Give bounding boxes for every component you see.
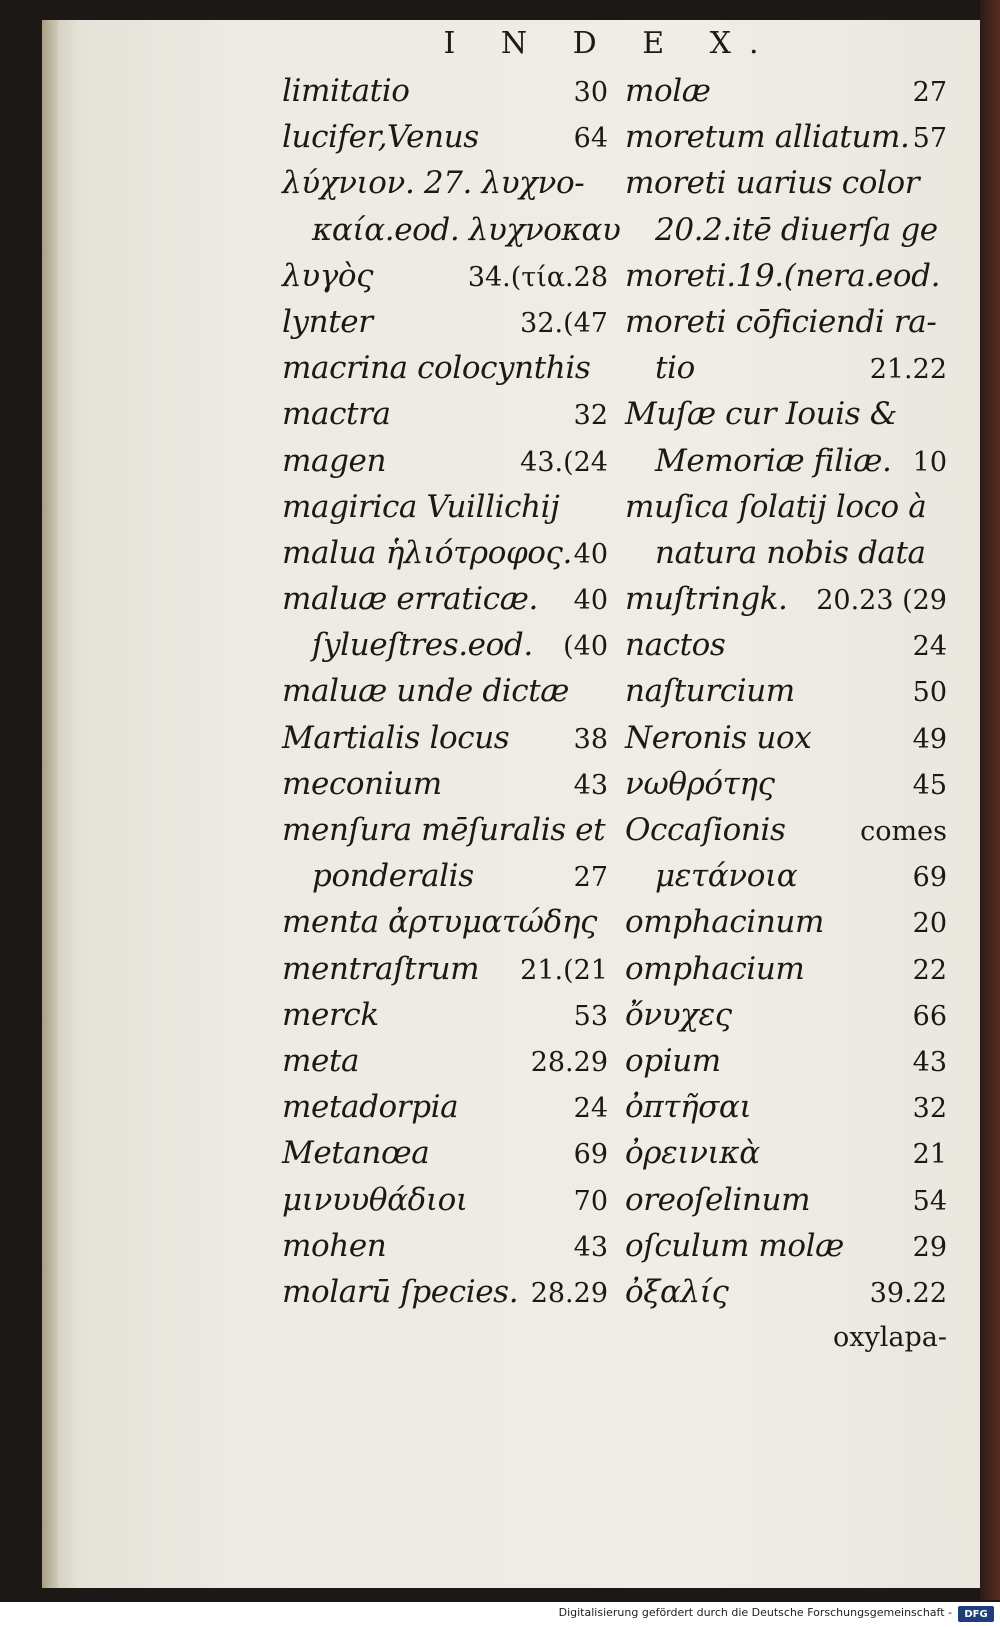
index-entry	[625, 807, 947, 853]
index-page-ref: 50	[912, 677, 947, 709]
index-page-ref: 27	[912, 77, 947, 108]
index-page-ref: 57	[912, 123, 947, 155]
index-term: ὄνυχες	[625, 996, 732, 1033]
index-entry	[625, 946, 947, 992]
index-entry	[282, 114, 608, 160]
index-entry	[625, 853, 947, 899]
index-entry	[282, 761, 608, 807]
index-term: ὀπτῆσαι	[625, 1089, 752, 1126]
index-entry	[625, 1315, 947, 1361]
index-term: maluæ unde dictæ	[282, 673, 570, 710]
index-entry	[625, 160, 947, 206]
index-entry	[625, 1130, 947, 1176]
index-term: νωθρότης	[625, 765, 775, 802]
index-entry	[625, 345, 947, 391]
index-term: moretum alliatum.	[625, 119, 910, 156]
index-entry	[282, 1223, 608, 1269]
index-page-ref: 28.29	[530, 1277, 608, 1309]
index-term: καία.eod. λυχνοκαυ	[312, 211, 621, 248]
index-entry	[625, 207, 947, 253]
index-page-ref: 64	[573, 123, 608, 155]
index-term: tio	[655, 350, 695, 387]
index-entry	[625, 1084, 947, 1130]
index-page-ref: 70	[573, 1185, 608, 1217]
index-term: lucifer,Venus	[282, 119, 479, 156]
index-entry	[625, 438, 947, 484]
index-term: λύχνιον. 27. λυχνο-	[282, 165, 585, 202]
index-page-ref: 30	[573, 77, 608, 108]
index-term: nactos	[625, 627, 726, 664]
index-term: moreti.19.(nera.eod.	[625, 257, 941, 294]
index-page-ref: 20	[912, 908, 947, 940]
index-entry	[282, 946, 608, 992]
index-term: mentraſtrum	[282, 950, 480, 987]
index-entry	[282, 1084, 608, 1130]
index-page-ref: oxylapa-	[833, 1322, 947, 1354]
index-term: ſylueſtres.eod.	[312, 627, 533, 664]
index-entry	[282, 345, 608, 391]
index-entry	[625, 1038, 947, 1084]
index-entry	[625, 1223, 947, 1269]
page-gutter	[42, 20, 58, 1588]
index-page-ref: 24	[912, 631, 947, 663]
index-term: Neronis uox	[625, 719, 812, 756]
index-page-ref: 43	[573, 1231, 608, 1263]
index-entry	[625, 576, 947, 622]
index-entry	[282, 68, 608, 114]
index-entry	[282, 668, 608, 714]
index-page-ref: 53	[573, 1000, 608, 1032]
index-entry	[625, 1269, 947, 1315]
index-entry	[625, 484, 947, 530]
index-page-ref: 32	[573, 400, 608, 432]
index-page-ref: 32	[912, 1093, 947, 1125]
index-term: omphacium	[625, 950, 805, 987]
index-entry	[625, 530, 947, 576]
index-term: Martialis locus	[282, 719, 510, 756]
index-page-ref: 28.29	[530, 1046, 608, 1078]
index-term: mactra	[282, 396, 391, 433]
index-page-ref: 38	[573, 723, 608, 755]
index-entry	[282, 207, 621, 253]
index-page-ref: 40	[573, 538, 608, 570]
index-entry	[282, 1130, 608, 1176]
index-page-ref: 43	[573, 769, 608, 801]
index-term: magen	[282, 442, 387, 479]
index-page-ref: 24	[573, 1093, 608, 1125]
index-term: 20.2.itē diuerſa ge	[655, 211, 938, 248]
index-term: mohen	[282, 1227, 387, 1264]
digitization-footer	[0, 1602, 1000, 1627]
index-page-ref: 21.22	[869, 354, 947, 386]
running-header: I N D E X.	[443, 26, 777, 61]
index-term: ponderalis	[312, 858, 474, 895]
index-entry	[625, 299, 947, 345]
index-page-ref: 27	[573, 862, 608, 894]
index-entry	[282, 530, 608, 576]
index-entry	[282, 160, 608, 206]
index-page-ref: 10	[912, 446, 947, 478]
index-entry	[282, 576, 608, 622]
index-term: μινυυθάδιοι	[282, 1181, 468, 1218]
index-page-ref: 20.23 (29	[816, 585, 947, 617]
index-term: molarū ſpecies.	[282, 1273, 519, 1310]
index-page-ref: (40	[563, 631, 608, 663]
index-term: macrina colocynthis	[282, 350, 591, 387]
index-term: μετάνοια	[655, 858, 798, 895]
index-page-ref: 54	[912, 1185, 947, 1217]
index-term: limitatio	[282, 73, 410, 109]
index-page-ref: 29	[912, 1231, 947, 1263]
index-term: opium	[625, 1042, 721, 1079]
dfg-logo: DFG	[958, 1606, 994, 1622]
index-term: Metanœa	[282, 1135, 430, 1172]
index-term: natura nobis data	[655, 534, 926, 571]
index-page-ref: 69	[912, 862, 947, 894]
index-term: muſtringk.	[625, 581, 788, 618]
index-term: maluæ erraticæ.	[282, 581, 538, 618]
index-entry	[282, 1038, 608, 1084]
index-entry	[282, 391, 608, 437]
index-entry	[625, 391, 947, 437]
index-entry	[625, 68, 947, 114]
index-column-right	[625, 68, 947, 1361]
index-term: malua ἡλιότροφος.	[282, 534, 572, 571]
index-column-left	[282, 68, 621, 1315]
index-entry	[282, 438, 608, 484]
index-page-ref: 49	[912, 723, 947, 755]
index-entry	[282, 484, 608, 530]
index-entry	[282, 992, 608, 1038]
index-term: ὀξαλίς	[625, 1273, 729, 1310]
index-term: Occaſionis	[625, 812, 786, 848]
index-entry	[282, 715, 608, 761]
index-term: muſica ſolatij loco à	[625, 488, 927, 525]
index-page-ref: comes	[860, 816, 947, 847]
index-page-ref: 45	[912, 769, 947, 801]
index-term: oſculum molæ	[625, 1227, 844, 1264]
index-entry	[625, 253, 947, 299]
index-term: lynter	[282, 303, 373, 340]
index-term: metadorpia	[282, 1089, 459, 1126]
index-page-ref: 43	[912, 1046, 947, 1078]
index-entry	[625, 622, 947, 668]
index-term: menſura mēſuralis et	[282, 812, 606, 848]
index-term: omphacinum	[625, 904, 824, 941]
index-entry	[282, 853, 608, 899]
index-term: molæ	[625, 73, 711, 109]
index-term: menta ἀρτυματώδης	[282, 904, 597, 941]
index-term: meconium	[282, 765, 442, 802]
index-page-ref: 34.(τία.28	[467, 261, 608, 293]
index-entry	[282, 253, 608, 299]
index-entry	[625, 1177, 947, 1223]
index-entry	[282, 1177, 608, 1223]
footer-credit: Digitalisierung gefördert durch die Deutsche Forschungsgemeinschaft -	[558, 1606, 952, 1619]
index-page-ref: 43.(24	[520, 446, 608, 478]
index-page-ref: 21.(21	[520, 954, 608, 986]
index-entry	[282, 299, 608, 345]
binding-edge	[980, 0, 1000, 1600]
index-term: moreti uarius color	[625, 165, 920, 202]
index-entry	[625, 761, 947, 807]
index-page-ref: 40	[573, 585, 608, 617]
index-term: meta	[282, 1042, 360, 1079]
index-page-ref: 22	[912, 954, 947, 986]
index-entry	[282, 807, 608, 853]
index-term: Memoriæ filiæ.	[655, 442, 892, 479]
index-page-ref: 69	[573, 1139, 608, 1171]
index-entry	[282, 1269, 608, 1315]
index-entry	[625, 114, 947, 160]
index-page-ref: 66	[912, 1000, 947, 1032]
index-entry	[625, 992, 947, 1038]
index-entry	[625, 668, 947, 714]
index-entry	[625, 899, 947, 945]
index-term: λυγὸς	[282, 257, 374, 294]
index-entry	[282, 899, 608, 945]
index-page-ref: 39.22	[869, 1277, 947, 1309]
index-term: naſturcium	[625, 673, 795, 710]
index-entry	[282, 622, 608, 668]
index-term: ὀρεινικὰ	[625, 1135, 760, 1172]
index-page-ref: 32.(47	[520, 307, 608, 339]
index-term: magirica Vuillichij	[282, 488, 560, 525]
index-page-ref: 21	[912, 1139, 947, 1171]
index-term: Muſæ cur Iouis &	[625, 396, 897, 433]
index-entry	[625, 715, 947, 761]
index-term: oreoſelinum	[625, 1181, 811, 1218]
index-term: moreti cōficiendi ra-	[625, 303, 937, 340]
index-term: merck	[282, 996, 379, 1033]
